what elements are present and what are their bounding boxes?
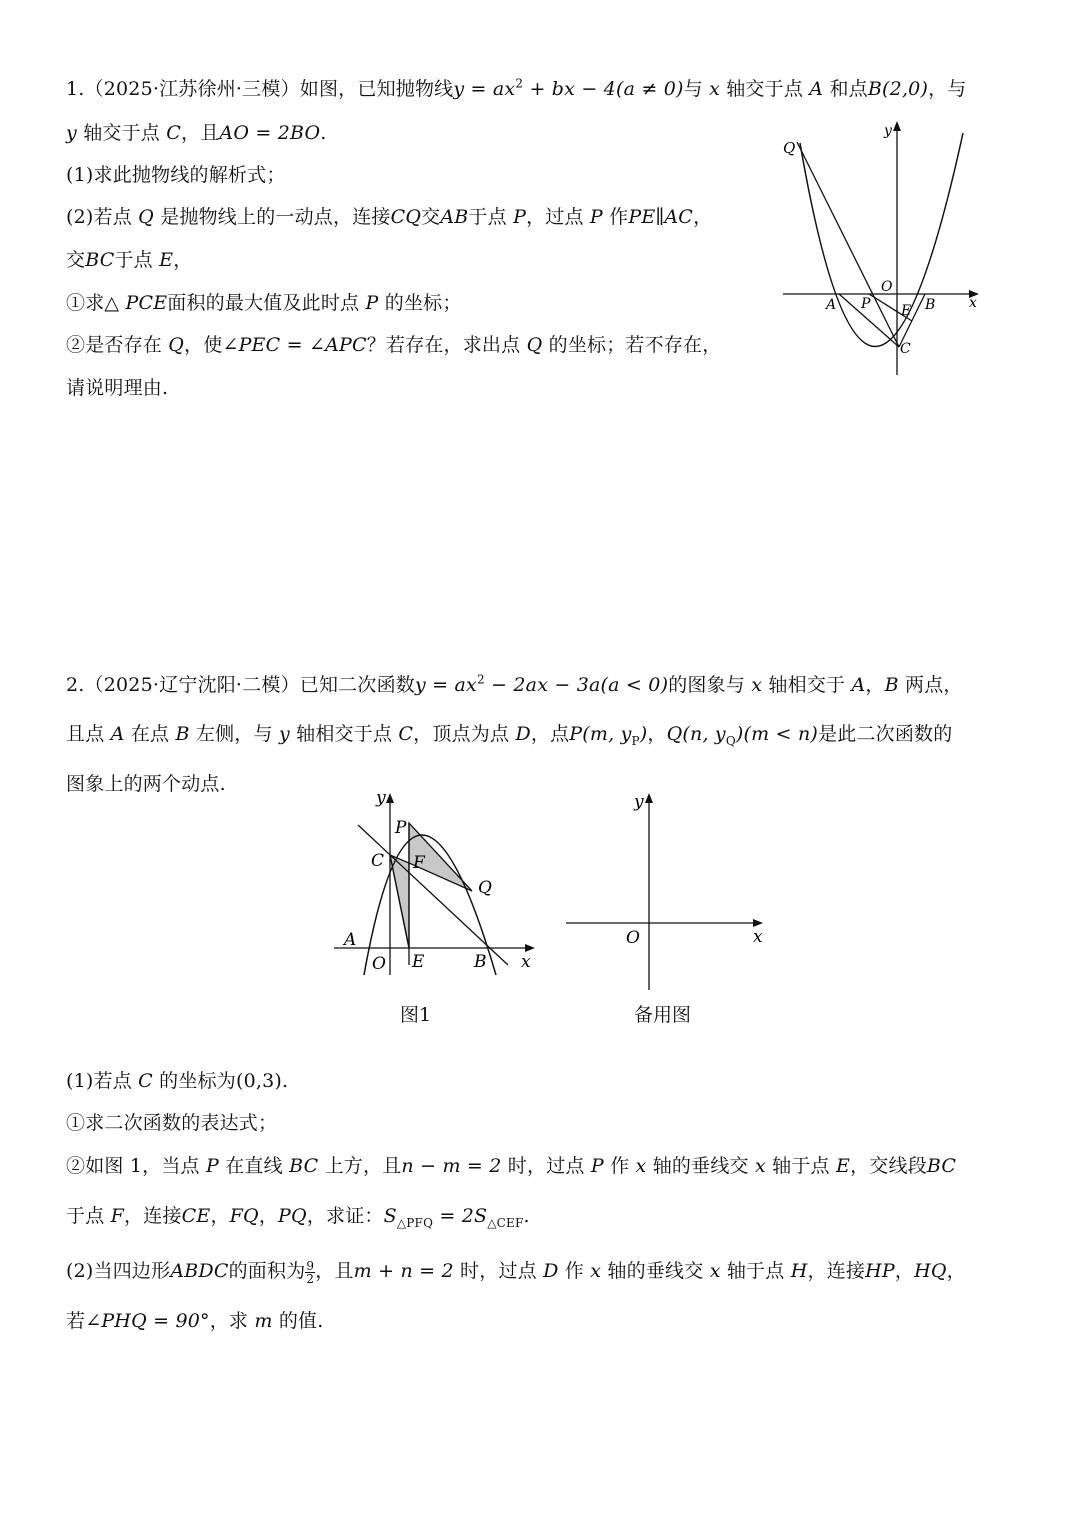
var: x <box>709 1260 721 1282</box>
var: FQ <box>229 1205 259 1227</box>
var: C <box>166 122 181 144</box>
x-axis-arrow <box>753 919 763 927</box>
var: AB <box>440 206 469 228</box>
var: B <box>175 723 190 745</box>
text: 是此二次函数的 <box>818 723 953 745</box>
q2-part-2 <box>66 1256 966 1285</box>
var: y <box>278 723 290 745</box>
subscript: Q <box>725 733 736 748</box>
y-axis-arrow <box>893 121 901 131</box>
y-axis-arrow <box>645 793 653 803</box>
var: D <box>543 1260 559 1282</box>
label-Q: Q <box>783 139 796 157</box>
equation: AO = 2BO <box>219 122 321 144</box>
text: 的坐标； <box>384 292 462 314</box>
text: ，与 <box>928 78 967 100</box>
label-B: B <box>474 952 487 972</box>
label-y: y <box>634 792 644 812</box>
var: A <box>809 78 824 100</box>
equation: ∠PHQ = 90° <box>85 1310 210 1332</box>
text: 交 <box>66 249 86 271</box>
text: 轴相交于点 <box>296 723 393 745</box>
text: 于点 <box>66 1205 105 1227</box>
q1-sub-2 <box>66 330 721 357</box>
text: ，过点 <box>526 206 584 228</box>
text: 交 <box>421 206 441 228</box>
var: Q <box>138 206 154 228</box>
text: 时，过点 <box>460 1260 537 1282</box>
equation: ∠PEC = ∠APC <box>222 334 367 356</box>
text: 轴的垂线交 <box>607 1260 704 1282</box>
label-x: x <box>521 952 531 972</box>
var: C <box>398 723 414 745</box>
text: ， <box>865 674 885 696</box>
x-axis-arrow <box>525 944 535 952</box>
q1-line-2 <box>66 118 327 145</box>
denominator: 2 <box>306 1271 315 1286</box>
var: x <box>709 78 720 100</box>
var: CE <box>181 1205 211 1227</box>
q2-part-1 <box>66 1066 288 1093</box>
text: 的坐标为(0,3). <box>159 1070 289 1092</box>
var: P <box>205 1155 219 1177</box>
label-P: P <box>861 296 871 312</box>
var: P(m, y <box>569 723 632 745</box>
text: 作 <box>564 1260 584 1282</box>
q1-part-2 <box>66 202 712 229</box>
var: x <box>590 1260 602 1282</box>
text: 轴的垂线交 <box>652 1155 749 1177</box>
text: ，求 <box>209 1310 249 1332</box>
var: A <box>851 674 866 696</box>
text: 上方，且 <box>324 1155 402 1177</box>
var: BC <box>289 1155 319 1177</box>
label-y: y <box>376 788 386 808</box>
text: ， <box>258 1205 279 1227</box>
fraction-9-2 <box>305 1260 315 1285</box>
text: (2)若点 <box>66 206 132 228</box>
var: HQ <box>914 1260 947 1282</box>
text: 且点 <box>66 723 105 745</box>
parabola <box>800 133 963 347</box>
q1-sub-1 <box>66 288 462 315</box>
var: Q <box>526 334 543 356</box>
figure-1-caption: 图1 <box>400 1004 432 1026</box>
text: . <box>523 1205 530 1227</box>
var: x <box>635 1155 647 1177</box>
var: y <box>66 122 77 144</box>
var: B <box>884 674 899 696</box>
text: 左侧，与 <box>195 723 273 745</box>
q2-number: 2. <box>66 674 85 696</box>
text: 如图，已知抛物线 <box>299 78 454 100</box>
text: 若 <box>66 1310 86 1332</box>
text: 于点 <box>468 206 507 228</box>
var: BC <box>85 249 115 271</box>
text: 面积的最大值及此时点 <box>167 292 360 314</box>
text: (2)当四边形 <box>66 1260 171 1282</box>
var: H <box>790 1260 808 1282</box>
q2-part-2-cont <box>66 1306 324 1333</box>
subscript: △PFQ <box>396 1215 434 1230</box>
equation: = 2S <box>433 1205 488 1227</box>
label-A: A <box>826 297 837 313</box>
spare-figure-caption: 备用图 <box>634 1004 692 1026</box>
text: 轴相交于 <box>768 674 846 696</box>
text: ，连接 <box>124 1205 182 1227</box>
var: CQ <box>390 206 422 228</box>
exponent: 2 <box>476 672 485 687</box>
var: Q(n, y <box>666 723 726 745</box>
subscript: △CEF <box>487 1215 524 1230</box>
y-axis-arrow <box>386 793 394 803</box>
q1-number: 1. <box>66 78 85 100</box>
var: E <box>159 249 174 271</box>
text: 轴交于点 <box>83 122 160 144</box>
equation: n − m = 2 <box>401 1155 502 1177</box>
var: x <box>754 1155 766 1177</box>
equation-rest: − 2ax − 3a(a < 0) <box>484 674 669 696</box>
label-F: F <box>413 853 425 873</box>
label-C: C <box>371 851 385 871</box>
q1-sub-2-cont: 请说明理由. <box>66 377 169 399</box>
text: 和点 <box>829 78 868 100</box>
var: P <box>513 206 527 228</box>
var: B(2,0) <box>867 78 929 100</box>
var: A <box>110 723 125 745</box>
text: (1)若点 <box>66 1070 132 1092</box>
text: ，使 <box>184 334 223 356</box>
var: ABDC <box>170 1260 229 1282</box>
text: ②是否存在 <box>66 334 163 356</box>
text: 的值. <box>278 1310 324 1332</box>
text: ，且 <box>181 122 220 144</box>
label-C: C <box>900 341 911 357</box>
segment-QC <box>797 142 899 347</box>
q2-spare-figure <box>560 785 780 995</box>
text: 时，过点 <box>507 1155 585 1177</box>
var: x <box>751 674 763 696</box>
var: PQ <box>278 1205 307 1227</box>
text: 在直线 <box>225 1155 283 1177</box>
subscript: P <box>631 733 640 748</box>
text: ，且 <box>315 1260 354 1282</box>
var: P <box>589 206 603 228</box>
var: E <box>836 1155 851 1177</box>
equation: y = ax <box>453 78 516 100</box>
text: 作 <box>610 1155 630 1177</box>
text: ，求证： <box>306 1205 384 1227</box>
exponent: 2 <box>515 76 524 91</box>
text: ， <box>946 1260 966 1282</box>
var: BC <box>926 1155 957 1177</box>
var: P <box>365 292 379 314</box>
var: D <box>515 723 531 745</box>
text: ， <box>173 249 193 271</box>
label-O: O <box>626 928 640 948</box>
text: 在点 <box>130 723 170 745</box>
q2-figure-1 <box>330 785 540 985</box>
text: ， <box>894 1260 915 1282</box>
text: 两点， <box>905 674 963 696</box>
label-P: P <box>395 818 407 838</box>
label-B: B <box>925 297 936 313</box>
text: 轴于点 <box>772 1155 830 1177</box>
q1-part-1: (1)求此抛物线的解析式； <box>66 164 286 186</box>
var: ) <box>639 723 648 745</box>
text: 已知二次函数 <box>299 674 415 696</box>
var: m <box>254 1310 273 1332</box>
q2-sub-2-cont <box>66 1201 530 1230</box>
text: . <box>320 122 327 144</box>
text: 的面积为 <box>228 1260 306 1282</box>
label-O: O <box>881 279 893 295</box>
text: 轴交于点 <box>726 78 804 100</box>
q2-sub-2 <box>66 1151 956 1178</box>
var: P <box>590 1155 604 1177</box>
label-y: y <box>884 123 892 139</box>
text: 与 <box>683 78 703 100</box>
var: PE∥AC <box>628 206 694 228</box>
q2-line-1 <box>66 670 963 697</box>
label-E: E <box>412 952 425 972</box>
label-Q: Q <box>478 878 492 898</box>
var: S <box>383 1205 397 1227</box>
equation: y = ax <box>414 674 477 696</box>
text: 的坐标；若不存在， <box>548 334 722 356</box>
q1-part-2-cont <box>66 245 192 272</box>
text: 轴于点 <box>726 1260 785 1282</box>
text: 的图象与 <box>668 674 745 696</box>
text: ， <box>693 206 713 228</box>
var: )(m < n) <box>735 723 819 745</box>
label-O: O <box>372 954 386 974</box>
text: ，点 <box>530 723 570 745</box>
numerator: 9 <box>306 1258 315 1273</box>
text: ， <box>647 723 667 745</box>
equation-rest: + bx − 4(a ≠ 0) <box>523 78 684 100</box>
text: ，连接 <box>807 1260 866 1282</box>
text: ， <box>210 1205 230 1227</box>
var: PCE <box>125 292 168 314</box>
q2-line-2 <box>66 719 952 748</box>
var: HP <box>865 1260 895 1282</box>
var: Q <box>168 334 185 356</box>
text: ，交线段 <box>850 1155 927 1177</box>
text: ①求△ <box>66 292 120 314</box>
label-x: x <box>753 927 763 947</box>
q1-figure <box>775 115 990 380</box>
text: 是抛物线上的一动点，连接 <box>160 206 391 228</box>
q2-sub-1: ①求二次函数的表达式； <box>66 1112 278 1134</box>
q1-source: （2025·江苏徐州·三模） <box>84 78 300 100</box>
var: C <box>138 1070 153 1092</box>
text: ？若存在，求出点 <box>366 334 521 356</box>
label-A: A <box>344 930 357 950</box>
label-x: x <box>969 295 977 311</box>
q2-line-3: 图象上的两个动点. <box>66 773 226 795</box>
text: 于点 <box>114 249 153 271</box>
q1-line-1 <box>66 74 967 101</box>
text: ②如图 1，当点 <box>66 1155 200 1177</box>
text: ，顶点为点 <box>413 723 510 745</box>
text: 作 <box>609 206 629 228</box>
label-E: E <box>901 303 912 319</box>
var: F <box>110 1205 125 1227</box>
q2-source: （2025·辽宁沈阳·二模） <box>84 674 300 696</box>
equation: m + n = 2 <box>353 1260 454 1282</box>
